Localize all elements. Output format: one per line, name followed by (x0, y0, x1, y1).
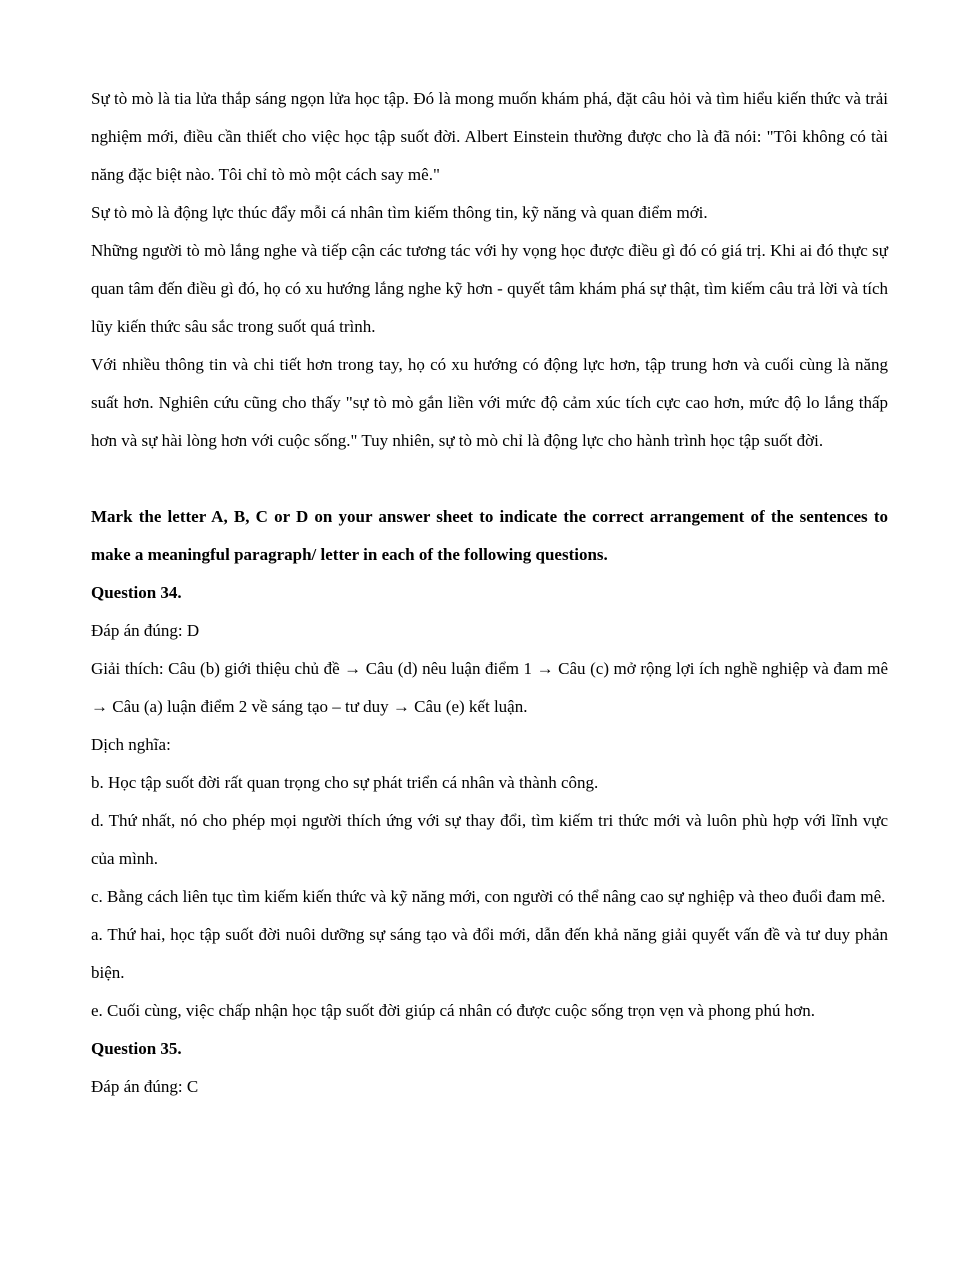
question-34-answer: Đáp án đúng: D (91, 621, 200, 640)
section-instruction: Mark the letter A, B, C or D on your answer sheet to indicate the correct arrangement of the sentences to make a meaningful paragraph/ letter in each of the following questions. (91, 507, 888, 564)
question-34-sentence-c: c. Bằng cách liên tục tìm kiếm kiến thức và kỹ năng mới, con người có thể nâng cao sự nghiệp và theo đuổi đam mê. (91, 887, 886, 906)
question-35-heading: Question 35. (91, 1039, 182, 1058)
question-34-translation-label: Dịch nghĩa: (91, 735, 171, 754)
question-34-explanation: Giải thích: Câu (b) giới thiệu chủ đề → Câu (d) nêu luận điểm 1 → Câu (c) mở rộng lợi ích nghề nghiệp và đam mê → Câu (a) luận điểm 2 về sáng tạo – tư duy → Câu (e) kết luận. (91, 659, 888, 716)
question-34-sentence-a: a. Thứ hai, học tập suốt đời nuôi dưỡng sự sáng tạo và đổi mới, dẫn đến khả năng giải quyết vấn đề và tư duy phản biện. (91, 925, 888, 982)
reading-passage-para-3: Những người tò mò lắng nghe và tiếp cận các tương tác với hy vọng học được điều gì đó có giá trị. Khi ai đó thực sự quan tâm đến điều gì đó, họ có xu hướng lắng nghe kỹ hơn - quyết tâm khám phá sự thật, tìm kiếm câu trả lời và tích lũy kiến thức sâu sắc trong suốt quá trình. (91, 241, 888, 336)
reading-passage-para-4: Với nhiều thông tin và chi tiết hơn trong tay, họ có xu hướng có động lực hơn, tập trung hơn và cuối cùng là năng suất hơn. Nghiên cứu cũng cho thấy "sự tò mò gắn liền với mức độ cảm xúc tích cực cao hơn, mức độ lo lắng thấp hơn và sự hài lòng hơn với cuộc sống." Tuy nhiên, sự tò mò chỉ là động lực cho hành trình học tập suốt đời. (91, 355, 888, 450)
reading-passage-para-1: Sự tò mò là tia lửa thắp sáng ngọn lửa học tập. Đó là mong muốn khám phá, đặt câu hỏi và tìm hiểu kiến thức và trải nghiệm mới, điều cần thiết cho việc học tập suốt đời. Albert Einstein thường được cho là đã nói: "Tôi không có tài năng đặc biệt nào. Tôi chỉ tò mò một cách say mê." (91, 89, 888, 184)
question-34-sentence-b: b. Học tập suốt đời rất quan trọng cho sự phát triển cá nhân và thành công. (91, 773, 599, 792)
reading-passage-para-2: Sự tò mò là động lực thúc đẩy mỗi cá nhân tìm kiếm thông tin, kỹ năng và quan điểm mới. (91, 203, 708, 222)
question-35-answer: Đáp án đúng: C (91, 1077, 199, 1096)
question-34-sentence-e: e. Cuối cùng, việc chấp nhận học tập suốt đời giúp cá nhân có được cuộc sống trọn vẹn và phong phú hơn. (91, 1001, 816, 1020)
question-34-heading: Question 34. (91, 583, 182, 602)
question-34-sentence-d: d. Thứ nhất, nó cho phép mọi người thích ứng với sự thay đổi, tìm kiếm tri thức mới và luôn phù hợp với lĩnh vực của mình. (91, 811, 888, 868)
